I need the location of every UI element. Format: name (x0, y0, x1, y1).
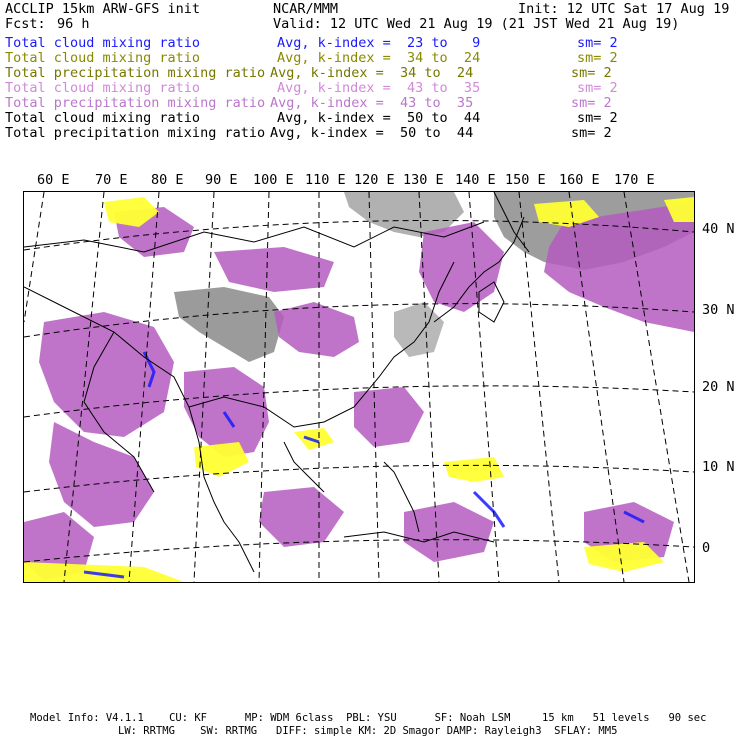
field-name: Total cloud mixing ratio (5, 110, 201, 126)
model-info-line-2: LW: RRTMG SW: RRTMG DIFF: simple KM: 2D Smagor DAMP: Rayleigh3 SFLAY: MM5 (118, 725, 618, 737)
field-row (5, 66, 735, 81)
field-sm: sm= 2 (571, 95, 612, 111)
lon-label: 160 E (559, 172, 600, 188)
high-cloud-field (394, 302, 444, 357)
fcst-value: 96 h (57, 16, 90, 32)
field-avg: Avg, k-index = 43 to 35 (277, 80, 481, 96)
field-row (5, 126, 735, 141)
lon-label: 130 E (403, 172, 444, 188)
field-avg: Avg, k-index = 50 to 44 (270, 125, 474, 141)
lat-label: 20 N (702, 379, 735, 395)
lon-label: 90 E (205, 172, 238, 188)
field-sm: sm= 2 (577, 50, 618, 66)
lat-label: 0 (702, 540, 711, 556)
upper-cloud-field (24, 202, 694, 580)
lat-label: 10 N (702, 459, 735, 475)
field-row (5, 36, 735, 51)
field-sm: sm= 2 (571, 65, 612, 81)
fcst-label: Fcst: (5, 16, 46, 32)
field-name: Total precipitation mixing ratio (5, 65, 266, 81)
valid-time: Valid: 12 UTC Wed 21 Aug 19 (21 JST Wed 21 Aug 19) (273, 16, 680, 32)
lon-label: 100 E (253, 172, 294, 188)
field-name: Total precipitation mixing ratio (5, 125, 266, 141)
field-avg: Avg, k-index = 34 to 24 (270, 65, 474, 81)
lon-label: 110 E (305, 172, 346, 188)
field-sm: sm= 2 (571, 125, 612, 141)
lon-label: 70 E (95, 172, 128, 188)
field-sm: sm= 2 (577, 35, 618, 51)
field-row (5, 111, 735, 126)
high-cloud-field (174, 287, 284, 362)
field-row (5, 96, 735, 111)
header-row-2 (5, 17, 735, 32)
field-name: Total cloud mixing ratio (5, 35, 201, 51)
forecast-map (23, 191, 695, 583)
field-row (5, 51, 735, 66)
field-row (5, 81, 735, 96)
field-avg: Avg, k-index = 23 to 9 (277, 35, 481, 51)
field-name: Total precipitation mixing ratio (5, 95, 266, 111)
lon-label: 80 E (151, 172, 184, 188)
field-name: Total cloud mixing ratio (5, 50, 201, 66)
model-info-line-1: Model Info: V4.1.1 CU: KF MP: WDM 6class PBL: YSU SF: Noah LSM 15 km 51 levels 90 sec (30, 712, 707, 724)
field-sm: sm= 2 (577, 110, 618, 126)
model-title: ACCLIP 15km ARW-GFS init (5, 1, 201, 17)
field-avg: Avg, k-index = 50 to 44 (277, 110, 481, 126)
lat-label: 40 N (702, 221, 735, 237)
lon-label: 60 E (37, 172, 70, 188)
field-avg: Avg, k-index = 43 to 35 (270, 95, 474, 111)
field-sm: sm= 2 (577, 80, 618, 96)
lon-label: 170 E (614, 172, 655, 188)
init-time: Init: 12 UTC Sat 17 Aug 19 (518, 1, 730, 17)
lon-label: 150 E (505, 172, 546, 188)
field-name: Total cloud mixing ratio (5, 80, 201, 96)
lon-label: 120 E (354, 172, 395, 188)
center-title: NCAR/MMM (273, 1, 339, 17)
header-row-1 (5, 2, 735, 17)
map-canvas (24, 192, 694, 582)
lon-label: 140 E (455, 172, 496, 188)
lat-label: 30 N (702, 302, 735, 318)
field-avg: Avg, k-index = 34 to 24 (277, 50, 481, 66)
